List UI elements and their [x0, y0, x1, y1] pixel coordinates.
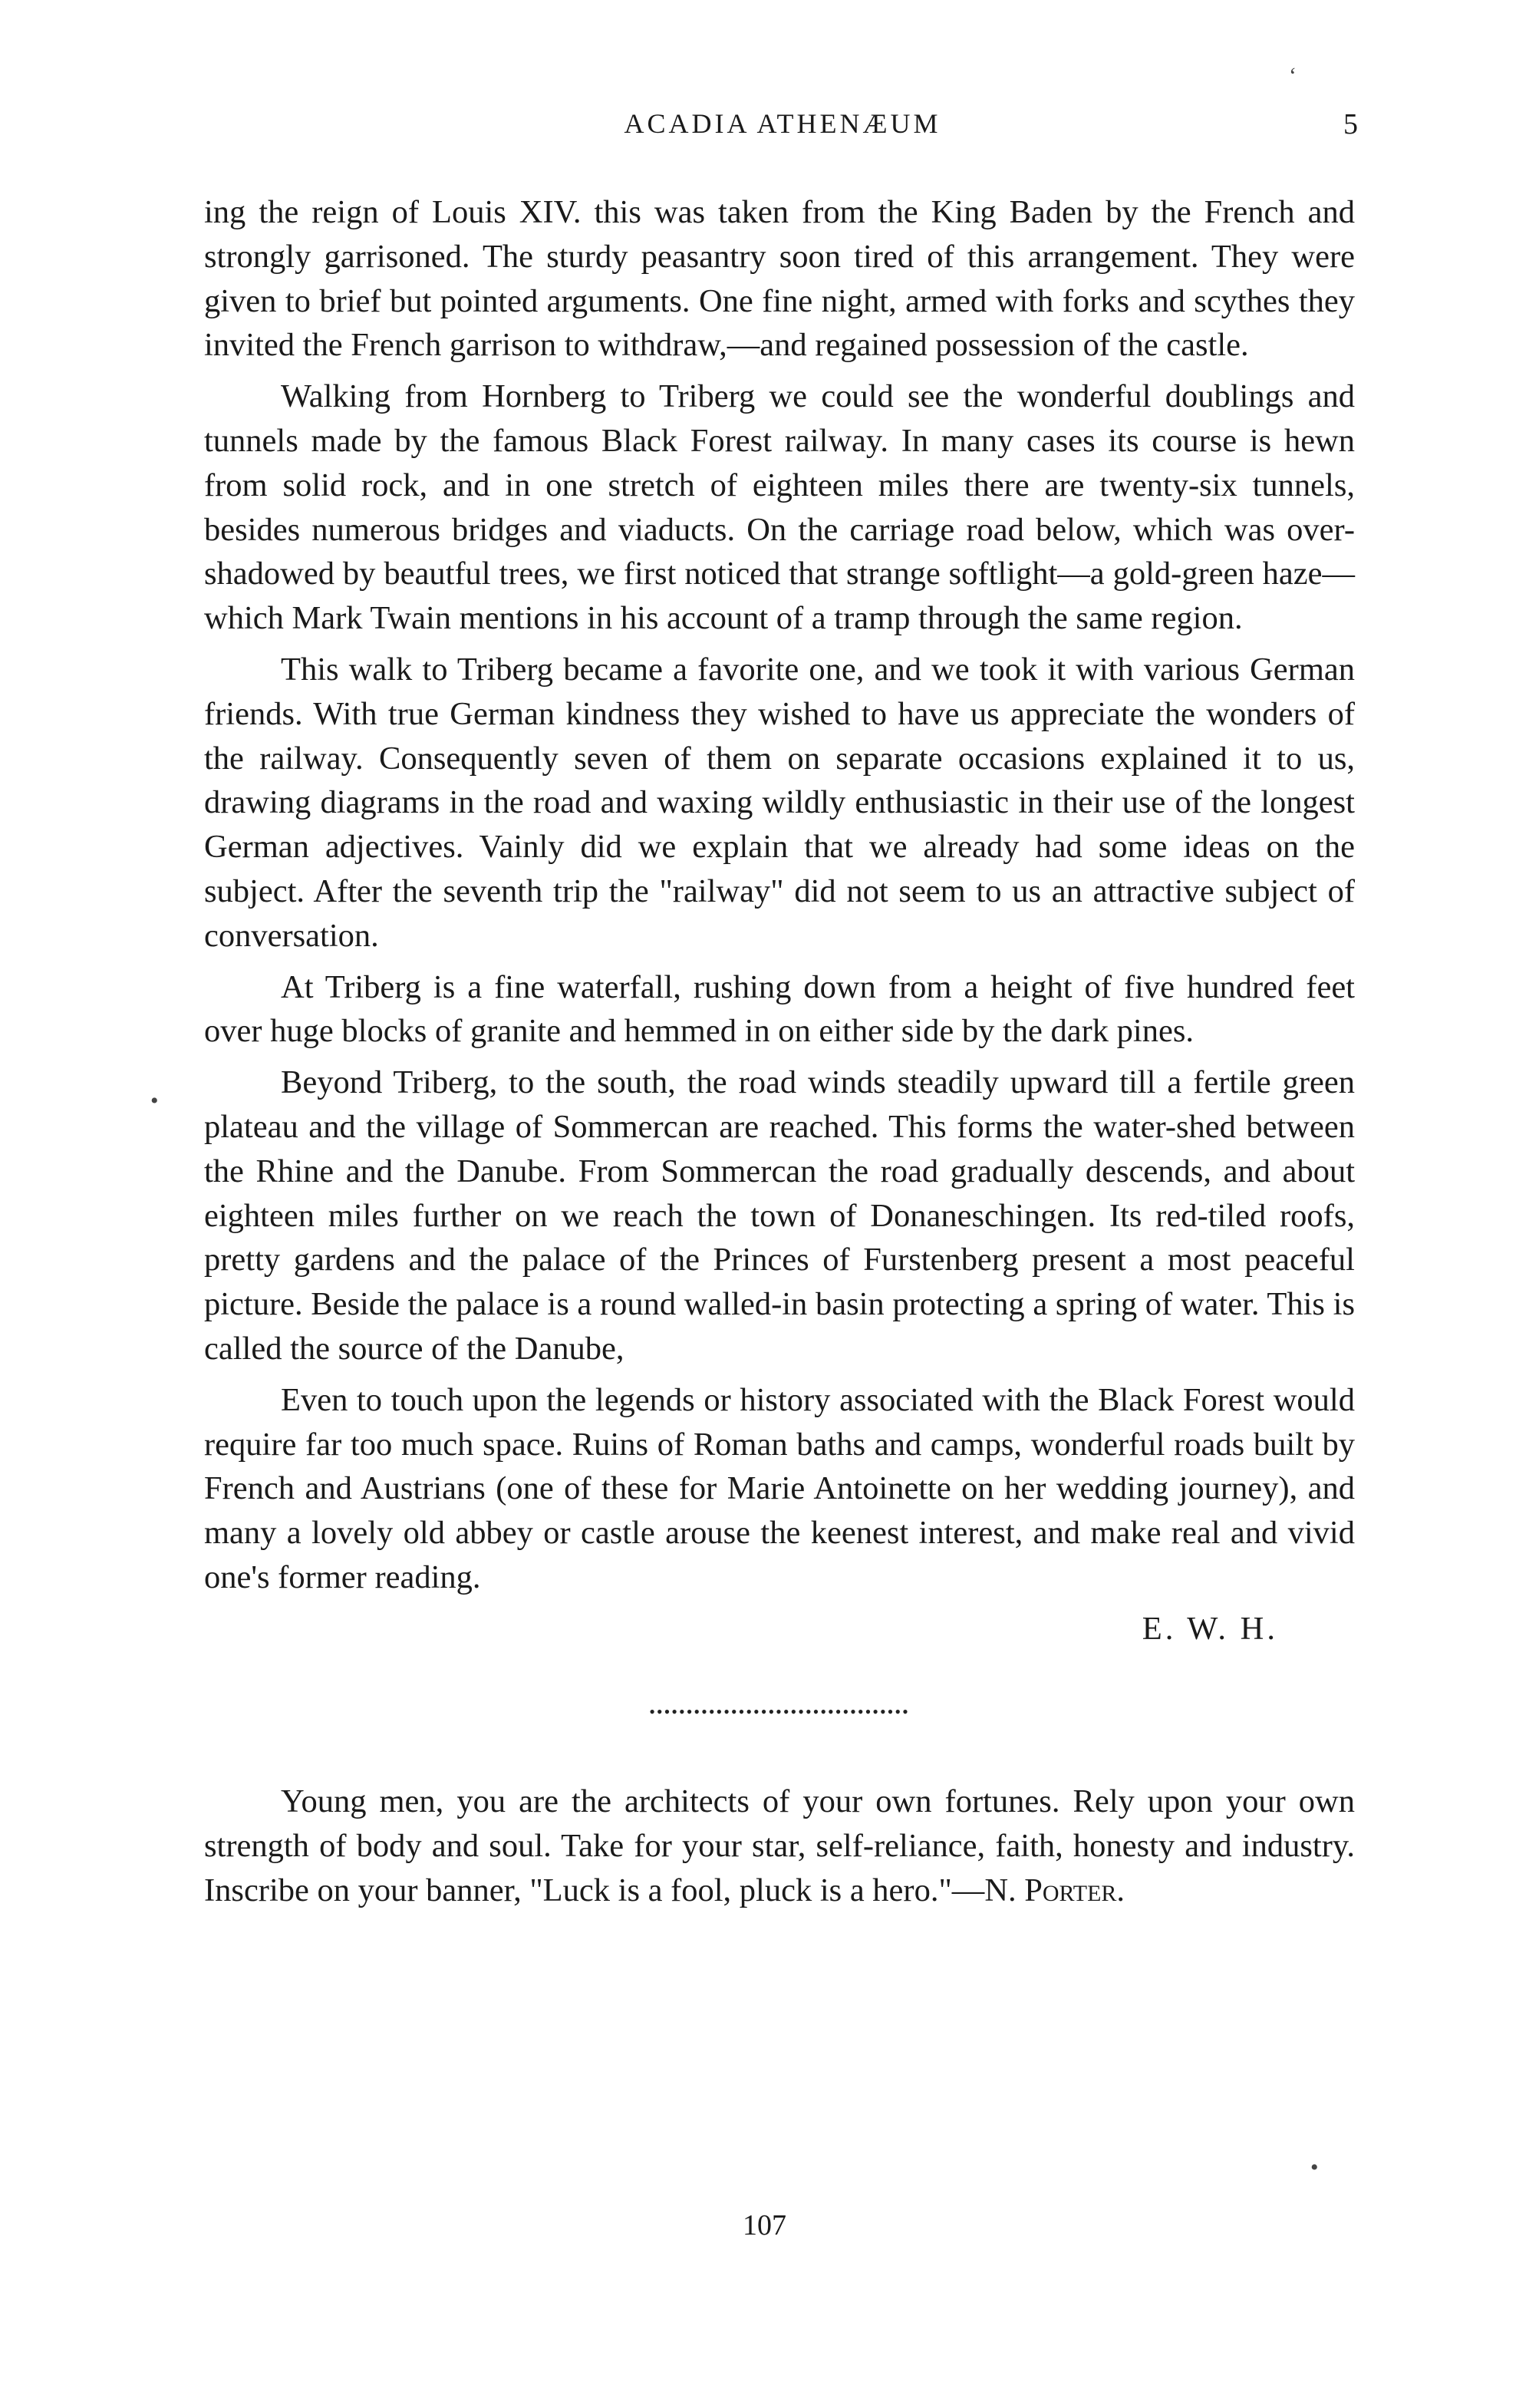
paragraph-4: At Triberg is a fine waterfall, rushing down from a height of five hundred feet over huge blocks of granite and hemmed in on either side by the dark pines. [204, 968, 1355, 1050]
stray-mark: • [150, 1088, 159, 1113]
article-body [204, 190, 1355, 1913]
quote-block [204, 1780, 1355, 1912]
section-divider-ornament: ••••••••••••••••••••••••••••••••••• [649, 1701, 910, 1721]
paragraph-3: This walk to Triberg became a favorite one, and we took it with various German friends. With true German kindness they wished to have us appreciate the wonders of the railway. Consequently seven of them on separate occasions explained it to us, drawing diagrams in the road and waxing wildly enthusiastic in their use of the longest German adjectives. Vainly did we explain that we already had some ideas on the subject. After the seventh trip the "railway" did not seem to us an attractive subject of conversation. [204, 651, 1355, 954]
page-header [207, 107, 1358, 153]
author-signature: E. W. H. [1142, 1610, 1278, 1647]
stray-mark: • [1310, 2155, 1319, 2180]
paragraph-2: Walking from Hornberg to Triberg we could see the wonderful doublings and tunnels made by the famous Black Forest railway. In many cases its course is hewn from solid rock, and in one stretch of eighteen miles there are twenty-six tunnels, besides numerous bridges and viaducts. On the carriage road below, which was over-shadowed by beautful trees, we first noticed that strange softlight—a gold-green haze—which Mark Twain mentions in his account of a tramp through the same region. [204, 378, 1355, 637]
stray-mark: ‘ [1289, 63, 1297, 88]
footer-page-number: 107 [743, 2209, 786, 2241]
paragraph-5: Beyond Triberg, to the south, the road winds steadily upward till a fertile green plateau and the village of Sommercan are reached. This forms the water-shed between the Rhine and the Danube. From Sommercan the road gradually descends, and about eighteen miles further on we reach the town of Donaneschingen. Its red-tiled roofs, pretty gardens and the palace of the Princes of Furstenberg present a most peaceful picture. Beside the palace is a round walled-in basin protecting a spring of water. This is called the source of the Danube, [204, 1064, 1355, 1367]
quote-author: N. Porter. [984, 1872, 1125, 1908]
header-page-number: 5 [1343, 108, 1358, 140]
running-title: ACADIA ATHENÆUM [624, 108, 941, 139]
paragraph-6: Even to touch upon the legends or history associated with the Black Forest would require far too much space. Ruins of Roman baths and camps, wonderful roads built by French and Austrians (one of these for Marie Antoinette on her wedding journey), and many a lovely old abbey or castle arouse the keenest interest, and make real and vivid one's former reading. [204, 1381, 1355, 1595]
paragraph-1: ing the reign of Louis XIV. this was taken from the King Baden by the French and strongly garrisoned. The sturdy peasantry soon tired of this arrangement. They were given to brief but pointed arguments. One fine night, armed with forks and scythes they invited the French garrison to withdraw,—and regained possession of the castle. [204, 194, 1355, 364]
quote-text: Young men, you are the architects of your own fortunes. Rely upon your own strength of body and soul. Take for your star, self-reliance, faith, honesty and industry. Inscribe on your banner, "Luck is a fool, pluck is a hero."— [204, 1783, 1355, 1908]
